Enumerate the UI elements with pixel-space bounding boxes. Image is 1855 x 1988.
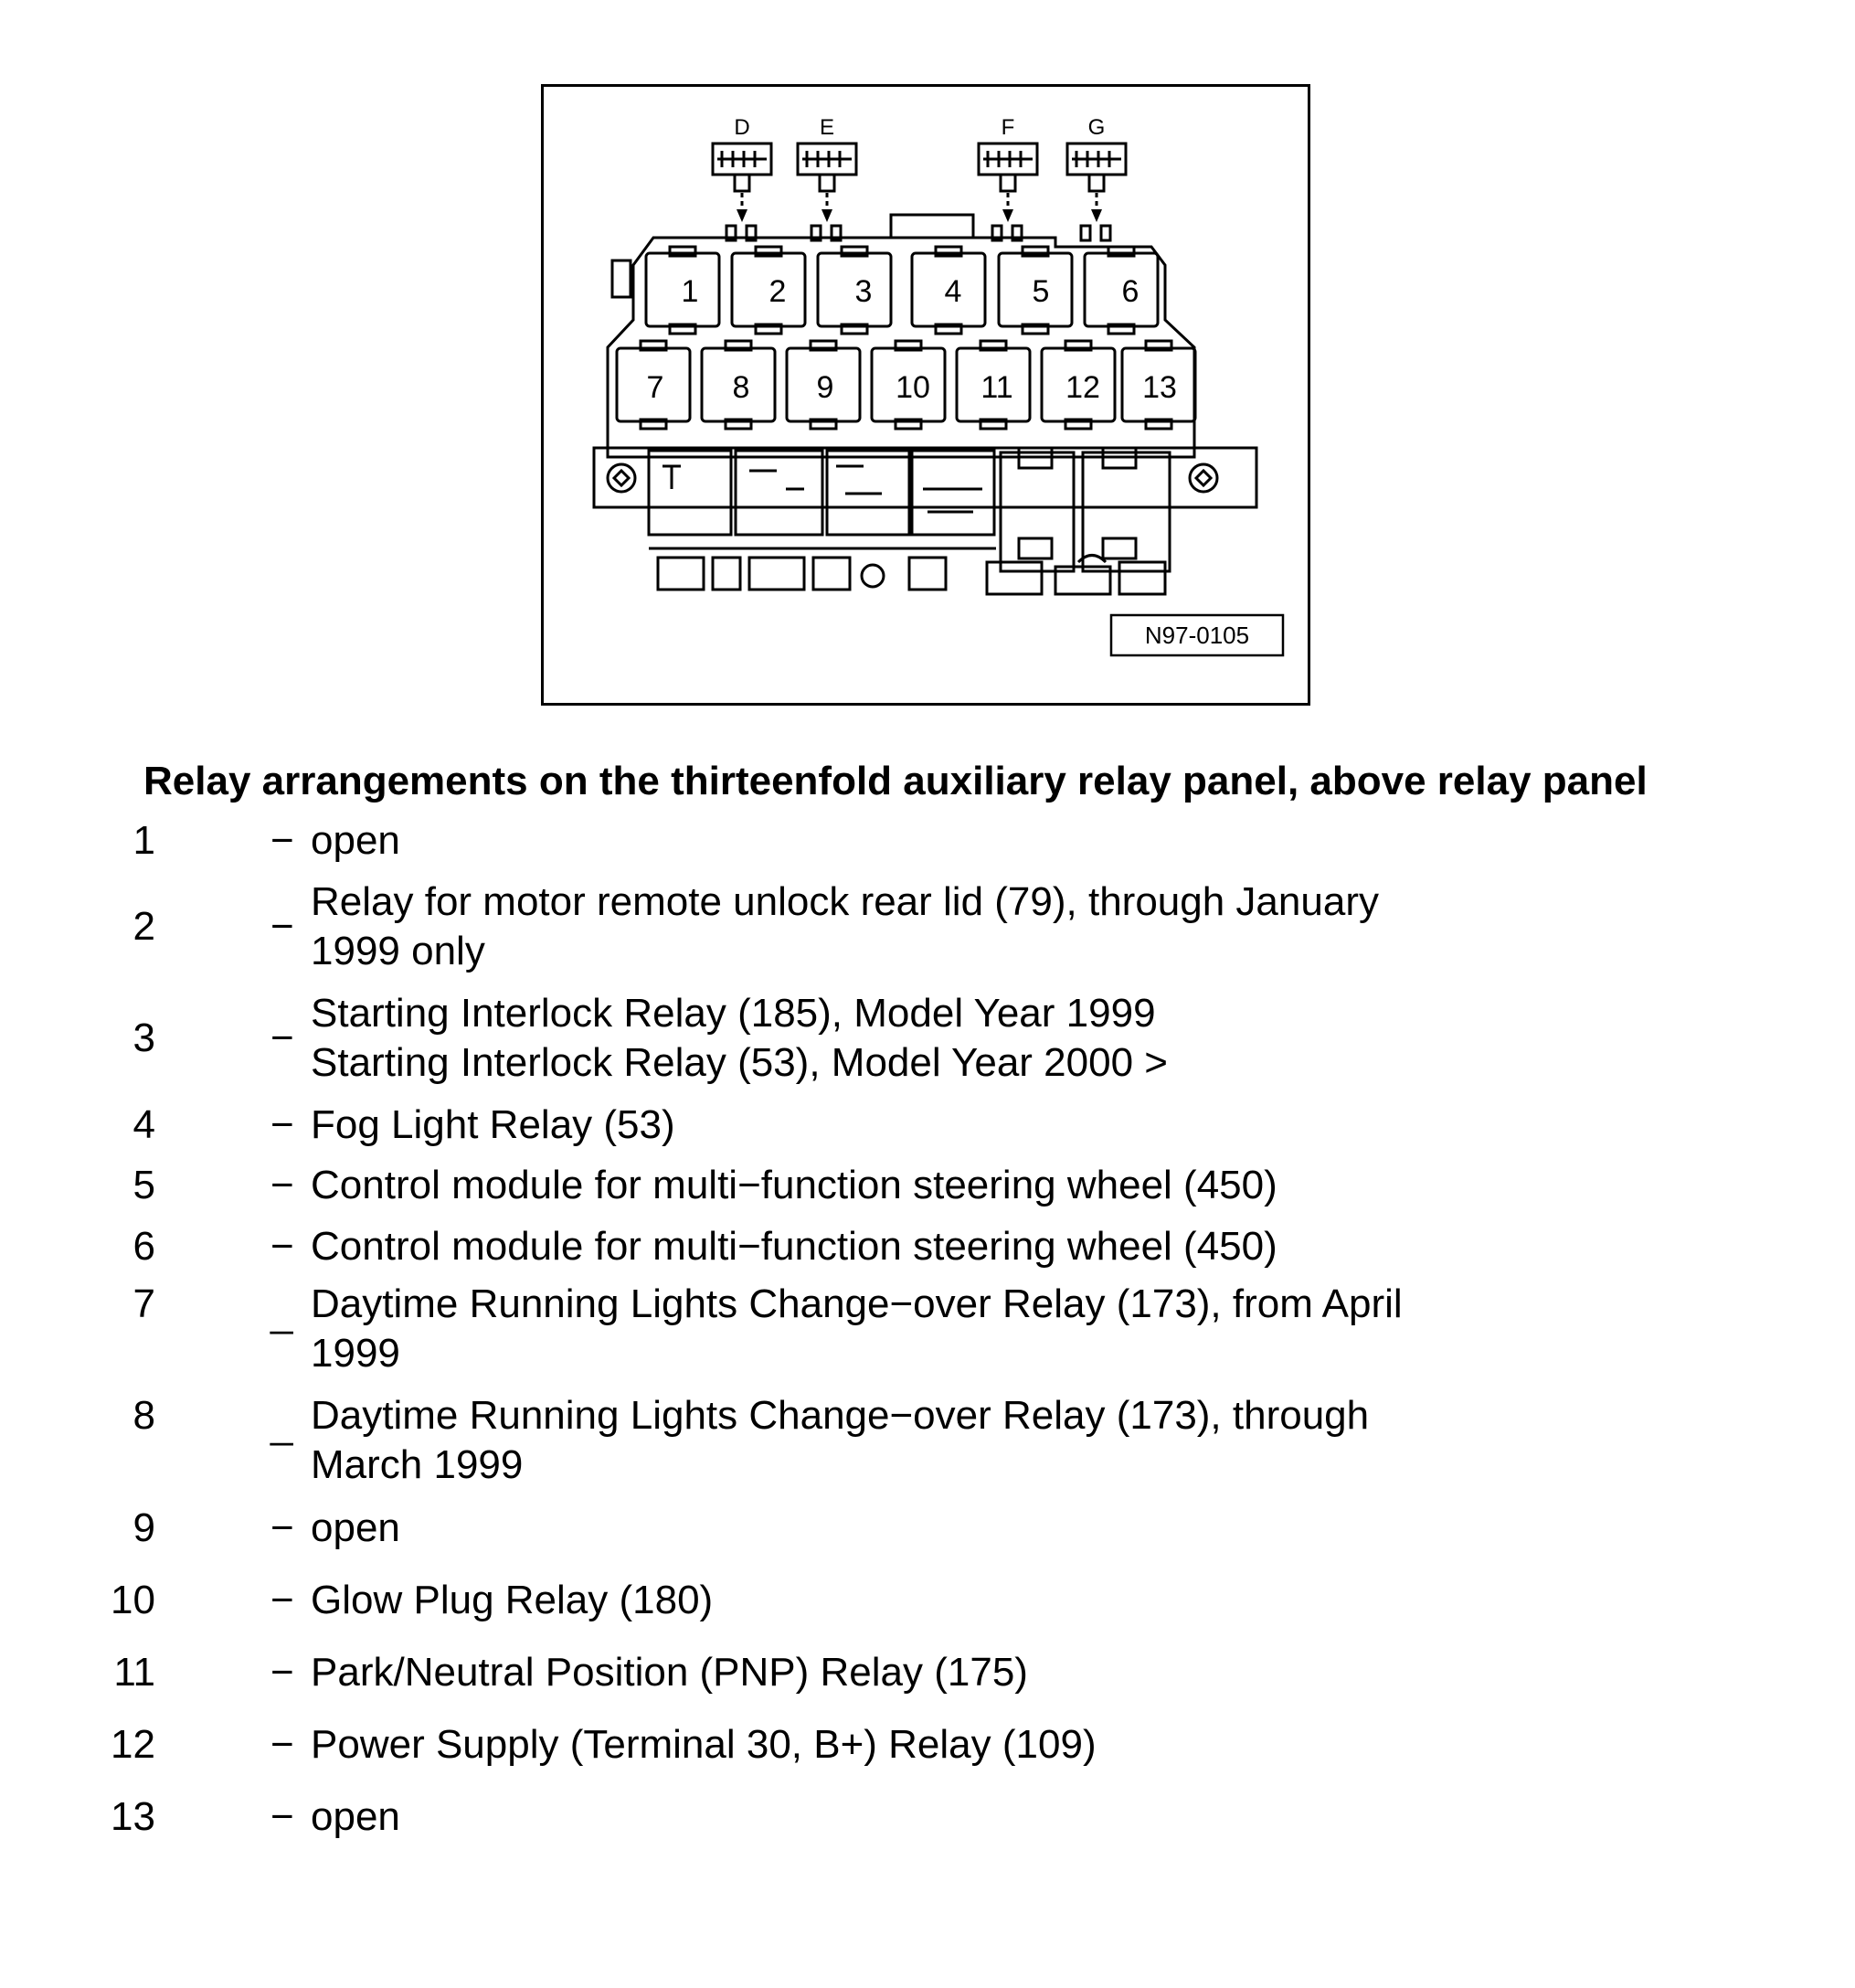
item-number: 1 bbox=[132, 818, 155, 863]
item-number: 4 bbox=[132, 1102, 155, 1147]
item-text: open bbox=[311, 818, 400, 863]
relay-slot-9 bbox=[787, 341, 860, 429]
connector-label-f: F bbox=[1001, 115, 1015, 140]
item-separator: − bbox=[270, 818, 294, 863]
relay-slot-11 bbox=[957, 341, 1030, 429]
item-text: Fog Light Relay (53) bbox=[311, 1102, 675, 1147]
item-number: 3 bbox=[132, 1015, 155, 1060]
item-number: 12 bbox=[111, 1722, 155, 1767]
connector-d bbox=[713, 115, 771, 222]
list-item bbox=[0, 1576, 1736, 1625]
relay-slot-10 bbox=[872, 341, 945, 429]
item-number: 6 bbox=[132, 1224, 155, 1269]
slot-number-3: 3 bbox=[854, 274, 873, 309]
list-item bbox=[0, 1720, 1736, 1770]
item-text: 1999 only bbox=[311, 929, 485, 973]
list-item bbox=[0, 989, 1736, 1088]
slot-number-7: 7 bbox=[646, 370, 664, 405]
item-separator: − bbox=[270, 1224, 294, 1269]
list-item bbox=[0, 816, 1736, 866]
slot-number-5: 5 bbox=[1032, 274, 1050, 309]
item-text: Daytime Running Lights Change−over Relay (173), through bbox=[311, 1393, 1370, 1438]
item-text: March 1999 bbox=[311, 1442, 524, 1487]
connector-e bbox=[798, 115, 856, 222]
item-separator: − bbox=[270, 1578, 294, 1622]
relay-slot-1 bbox=[646, 247, 719, 334]
slot-number-1: 1 bbox=[681, 274, 699, 309]
item-text: Control module for multi−function steering wheel (450) bbox=[311, 1163, 1277, 1207]
item-number: 13 bbox=[111, 1794, 155, 1839]
item-separator: _ bbox=[270, 1291, 293, 1335]
item-text: Daytime Running Lights Change−over Relay (173), from April bbox=[311, 1281, 1403, 1326]
relay-row-bottom bbox=[617, 341, 1195, 429]
connector-label-d: D bbox=[734, 115, 750, 140]
item-text: Relay for motor remote unlock rear lid (79), through January bbox=[311, 879, 1379, 924]
item-text: Control module for multi−function steering wheel (450) bbox=[311, 1224, 1277, 1269]
relay-slot-3 bbox=[818, 247, 891, 334]
item-separator: − bbox=[270, 1505, 294, 1550]
list-item bbox=[0, 1161, 1736, 1210]
slot-number-4: 4 bbox=[944, 274, 962, 309]
slot-number-8: 8 bbox=[732, 370, 750, 405]
item-text: Park/Neutral Position (PNP) Relay (175) bbox=[311, 1650, 1028, 1695]
legend-heading: Relay arrangements on the thirteenfold auxiliary relay panel, above relay panel bbox=[143, 759, 1648, 803]
item-separator: _ bbox=[270, 1402, 293, 1447]
item-separator: − bbox=[270, 1722, 294, 1767]
item-text: Power Supply (Terminal 30, B+) Relay (109) bbox=[311, 1722, 1097, 1767]
relay-panel-figure bbox=[541, 84, 1310, 706]
item-separator: − bbox=[270, 1650, 294, 1695]
list-item bbox=[0, 1100, 1736, 1150]
item-number: 10 bbox=[111, 1578, 155, 1622]
item-text: Starting Interlock Relay (185), Model Year 1999 bbox=[311, 991, 1156, 1036]
relay-slot-8 bbox=[702, 341, 775, 429]
item-text: open bbox=[311, 1505, 400, 1550]
relay-slot-12 bbox=[1042, 341, 1115, 429]
list-item bbox=[0, 1391, 1736, 1490]
list-item bbox=[0, 1504, 1736, 1553]
slot-number-6: 6 bbox=[1121, 274, 1140, 309]
item-separator: − bbox=[270, 1163, 294, 1207]
item-text: Starting Interlock Relay (53), Model Year 2000 > bbox=[311, 1040, 1168, 1085]
connector-label-g: G bbox=[1087, 115, 1106, 140]
relay-row-top bbox=[646, 247, 1158, 334]
item-separator: − bbox=[270, 1794, 294, 1839]
connector-f bbox=[979, 115, 1037, 222]
list-item bbox=[0, 877, 1736, 976]
item-number: 5 bbox=[132, 1163, 155, 1207]
slot-number-13: 13 bbox=[1142, 370, 1177, 405]
relay-slot-2 bbox=[732, 247, 805, 334]
slot-number-11: 11 bbox=[980, 370, 1013, 405]
relay-slot-6 bbox=[1085, 247, 1158, 334]
list-item bbox=[0, 1280, 1736, 1378]
slot-number-12: 12 bbox=[1065, 370, 1100, 405]
connector-g bbox=[1067, 115, 1126, 222]
relay-slot-7 bbox=[617, 341, 690, 429]
figure-code-box bbox=[1111, 615, 1283, 655]
item-number: 11 bbox=[113, 1650, 155, 1695]
relay-slot-13 bbox=[1122, 341, 1195, 429]
item-number: 2 bbox=[132, 904, 155, 949]
item-separator: − bbox=[270, 904, 294, 949]
relay-panel-diagram bbox=[544, 87, 1308, 703]
list-item bbox=[0, 1648, 1736, 1697]
slot-number-2: 2 bbox=[768, 274, 787, 309]
figure-code: N97-0105 bbox=[1144, 622, 1250, 649]
relay-slot-5 bbox=[999, 247, 1072, 334]
slot-number-9: 9 bbox=[816, 370, 834, 405]
item-text: 1999 bbox=[311, 1331, 400, 1376]
list-item bbox=[0, 1792, 1736, 1842]
base-rail bbox=[594, 448, 1256, 594]
relay-slot-4 bbox=[912, 247, 985, 334]
item-number: 7 bbox=[132, 1281, 155, 1326]
item-text: open bbox=[311, 1794, 400, 1839]
item-separator: − bbox=[270, 1015, 294, 1060]
list-item bbox=[0, 1222, 1736, 1271]
item-separator: − bbox=[270, 1102, 294, 1147]
slot-number-10: 10 bbox=[896, 370, 930, 405]
item-number: 9 bbox=[132, 1505, 155, 1550]
item-text: Glow Plug Relay (180) bbox=[311, 1578, 714, 1622]
connector-label-e: E bbox=[819, 115, 835, 140]
item-number: 8 bbox=[132, 1393, 155, 1438]
